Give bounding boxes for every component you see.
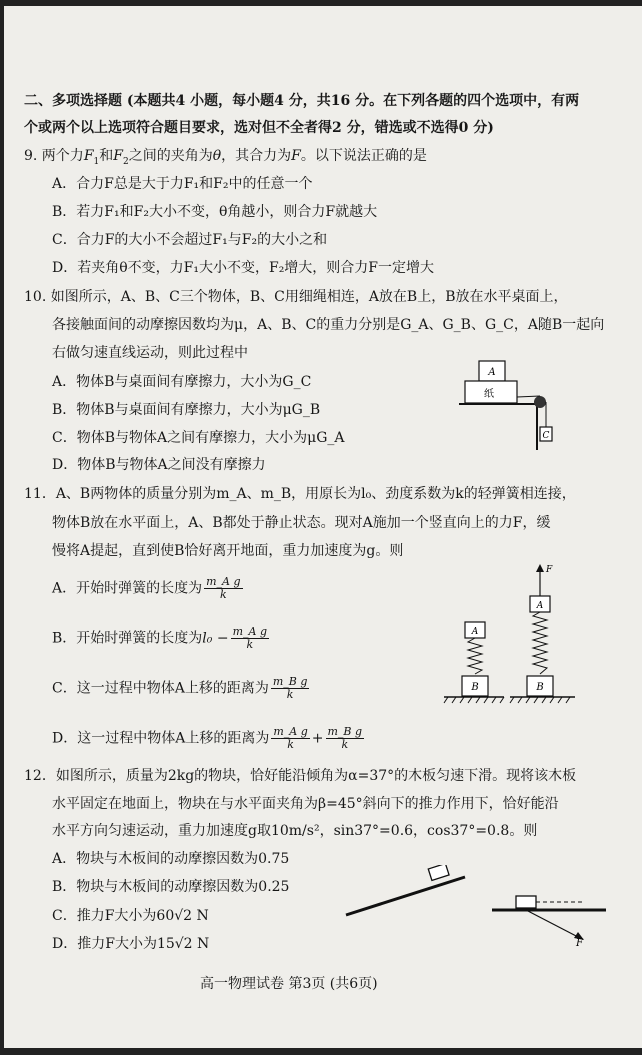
q9-option-a: A．合力F总是大于力F₁和F₂中的任意一个 — [52, 176, 313, 192]
q11-figure — [440, 560, 585, 710]
page-edge-top — [0, 0, 642, 6]
q12-option-a: A．物块与木板间的动摩擦因数为0.75 — [52, 851, 290, 867]
q10-option-c: C．物体B与物体A之间有摩擦力，大小为μG_A — [52, 430, 345, 446]
q11-fraction-a: $\frac{\text{m\_A g}}{k}$ — [206, 575, 241, 601]
q9-option-d: D．若夹角θ不变，力F₁大小不变，F₂增大，则合力F一定增大 — [52, 260, 435, 276]
q11-fraction-b: $\frac{\text{m\_A g}}{k}$ — [232, 625, 267, 651]
q10-stem-line3: 右做匀速直线运动，则此过程中 — [52, 345, 248, 361]
q11-option-b: B．开始时弹簧的长度为l₀ − $\frac{\text{m\_A g}}{k}$ — [52, 625, 267, 651]
q11-option-d: D．这一过程中物体A上移的距离为 $\frac{\text{m\_A g}}{k}$ + $\frac{\text{m\_B g}}{k}$ — [52, 725, 363, 751]
q10-stem-line1: 10. 如图所示，A、B、C三个物体，B、C用细绳相连，A放在B上，B放在水平桌面上， — [24, 289, 568, 305]
q12-figure-horizontal — [488, 890, 610, 950]
q11-stem-line3: 慢将A提起，直到使B恰好离开地面，重力加速度为g。则 — [52, 543, 404, 559]
q12-option-c: C．推力F大小为60√2 N — [52, 908, 209, 924]
q10-option-a: A．物体B与桌面间有摩擦力，大小为G_C — [52, 374, 312, 390]
q9-option-b: B．若力F₁和F₂大小不变，θ角越小，则合力F就越大 — [52, 204, 378, 220]
q11-fig-right-a: A — [536, 601, 544, 611]
q10-option-d: D．物体B与物体A之间没有摩擦力 — [52, 457, 266, 473]
q11-fig-left-a: A — [471, 627, 479, 637]
q11-stem-line2: 物体B放在水平面上，A、B都处于静止状态。现对A施加一个竖直向上的力F，缓 — [52, 515, 551, 531]
q12-option-d: D．推力F大小为15√2 N — [52, 936, 210, 952]
q9-option-c: C．合力F的大小不会超过F₁与F₂的大小之和 — [52, 232, 328, 248]
q11-fraction-d2: $\frac{\text{m\_B g}}{k}$ — [327, 725, 363, 751]
q12-fig-force-f: F — [576, 938, 583, 949]
q11-stem-line1: 11．A、B两物体的质量分别为m_A、m_B，用原长为l₀、劲度系数为k的轻弹簧相连接， — [24, 486, 576, 502]
q10-fig-label-c: C — [542, 431, 550, 441]
q11-fig-left-b: B — [471, 682, 479, 693]
page-edge-left — [0, 0, 4, 1055]
q12-stem-line3: 水平方向匀速运动，重力加速度g取10m/s²，sin37°=0.6，cos37°=0.8。则 — [52, 823, 538, 839]
q12-stem-line2: 水平固定在地面上，物块在与水平面夹角为β=45°斜向下的推力作用下，恰好能沿 — [52, 796, 559, 812]
q10-option-b: B．物体B与桌面间有摩擦力，大小为μG_B — [52, 402, 321, 418]
q12-option-b: B．物块与木板间的动摩擦因数为0.25 — [52, 879, 290, 895]
q12-stem-line1: 12．如图所示，质量为2kg的物块，恰好能沿倾角为α=37°的木板匀速下滑。现将该木板 — [24, 768, 577, 784]
q10-fig-label-b: 纸 — [484, 389, 494, 400]
section-heading-line2: 个或两个以上选项符合题目要求，选对但不全者得2 分，错选或不选得0 分) — [24, 120, 494, 136]
page-edge-bottom — [0, 1048, 642, 1055]
q10-fig-label-a: A — [488, 367, 496, 378]
page-footer: 高一物理试卷 第3页 (共6页) — [200, 976, 378, 992]
q11-option-a: A．开始时弹簧的长度为 $\frac{\text{m\_A g}}{k}$ — [52, 575, 241, 601]
q11-fraction-c: $\frac{\text{m\_B g}}{k}$ — [272, 675, 308, 701]
q10-figure — [455, 355, 565, 455]
q9-stem: 9. 两个力$F_1$和$F_2$之间的夹角为θ，其合力为F。以下说法正确的是 — [24, 148, 427, 167]
q12-figure-incline — [340, 865, 470, 920]
section-heading-line1: 二、多项选择题 (本题共4 小题，每小题4 分，共16 分。在下列各题的四个选项中，有两 — [24, 93, 580, 109]
q11-fig-force-f: F — [546, 565, 553, 575]
q11-fraction-d1: $\frac{\text{m\_A g}}{k}$ — [273, 725, 308, 751]
q10-stem-line2: 各接触面间的动摩擦因数均为μ，A、B、C的重力分别是G_A、G_B、G_C，A随B一起向 — [52, 317, 605, 333]
q11-option-c: C．这一过程中物体A上移的距离为 $\frac{\text{m\_B g}}{k}$ — [52, 675, 308, 701]
q11-fig-right-b: B — [536, 682, 544, 693]
